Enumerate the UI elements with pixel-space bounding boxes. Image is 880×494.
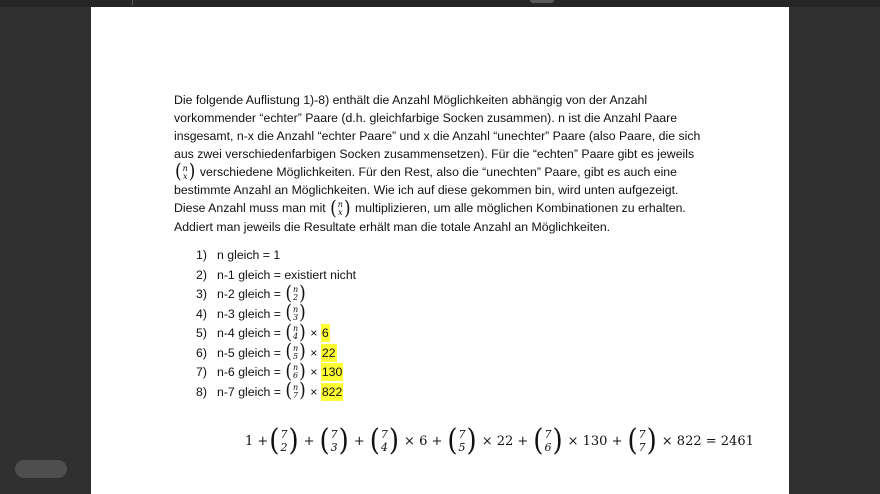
- binom-top: n: [292, 382, 299, 392]
- list-item: [196, 301, 709, 325]
- binom-top: n: [182, 163, 188, 173]
- highlighted-factor: 22: [321, 345, 336, 360]
- binom-bottom: 7: [638, 441, 646, 454]
- list-item: [196, 265, 709, 285]
- binomial: ( n 6 ): [285, 360, 306, 384]
- list-text: n-1 gleich = existiert nicht: [217, 267, 357, 282]
- list-text: n-2 gleich =: [217, 287, 281, 302]
- binomial: ( n 4 ): [285, 321, 306, 345]
- possibilities-list: [196, 246, 709, 402]
- list-text: n-7 gleich =: [217, 384, 281, 399]
- formula-binomial: ( 7 3 ): [319, 423, 349, 459]
- highlighted-factor: 822: [321, 384, 343, 399]
- binom-top: 7: [544, 428, 552, 441]
- binom-top: n: [292, 304, 299, 314]
- toolbar-handle[interactable]: [530, 0, 554, 3]
- times-sign: ×: [310, 365, 318, 380]
- list-text: n-5 gleich =: [217, 345, 281, 360]
- formula-binomial: ( 7 2 ): [269, 423, 299, 459]
- binom-top: n: [337, 200, 343, 209]
- binom-bottom: 3: [293, 312, 299, 322]
- binom-bottom: x: [338, 208, 343, 217]
- list-number: 7): [196, 365, 207, 380]
- top-toolbar-strip: [0, 0, 880, 7]
- binomial: ( n 7 ): [285, 379, 306, 403]
- formula-operator: × 22 +: [481, 433, 529, 449]
- binom-bottom: 7: [293, 390, 299, 400]
- intro-paragraph: [174, 91, 709, 236]
- formula-operator: × 6 +: [404, 433, 443, 449]
- toolbar-divider: [132, 0, 133, 5]
- binom-top: 7: [380, 428, 388, 441]
- list-number: 2): [196, 267, 207, 282]
- highlighted-factor: 130: [321, 365, 343, 380]
- binomial: ( n 5 ): [285, 340, 306, 364]
- paragraph-text: Die folgende Auflistung 1)-8) enthält die Anzahl Möglichkeiten abhängig von der Anzahl vorkommender “echter” Paare (d.h. gleichfarbige Socken zusammen). n ist die Anzahl Paare insgesamt, n-x die Anzahl “echter Paare” und x die Anzahl “unechter” Paare (also Paare, die sich aus zwei verschiedenfarbigen Socken zusammensetzen). Für die “echten” Paare gibt es jeweils: [174, 93, 701, 161]
- times-sign: ×: [310, 345, 318, 360]
- list-number: 8): [196, 384, 207, 399]
- list-item: [196, 360, 709, 384]
- list-item: [196, 321, 709, 345]
- binom-bottom: 4: [380, 441, 388, 454]
- document-page: [91, 7, 789, 494]
- formula-lead: 1 +: [245, 433, 269, 449]
- binom-top: n: [292, 343, 299, 353]
- list-item: [196, 340, 709, 364]
- list-text: n-3 gleich =: [217, 306, 281, 321]
- formula-binomial: ( 7 4 ): [369, 423, 400, 459]
- binomial: ( n 3 ): [285, 301, 306, 325]
- binom-top: 7: [458, 428, 466, 441]
- sum-formula: [245, 423, 758, 459]
- list-text: n-6 gleich =: [217, 365, 281, 380]
- list-text: n gleich = 1: [217, 248, 281, 263]
- binom-top: n: [292, 363, 299, 373]
- list-item: [196, 246, 709, 266]
- highlighted-factor: 6: [321, 326, 329, 341]
- binom-top: 7: [330, 428, 338, 441]
- formula-binomial: ( 7 7 ): [627, 423, 657, 459]
- binomial-n-over-x: ( n x ): [175, 160, 196, 184]
- binom-top: 7: [638, 428, 646, 441]
- binom-bottom: 6: [544, 441, 552, 454]
- binom-bottom: 2: [293, 293, 299, 303]
- paragraph-text-cont1: verschiedene Möglichkeiten. Für den Rest, also die “unechten” Paare, gibt es auch eine bestimmte Anzahl an Möglichkeiten. Wie ich auf diese gekommen bin, wird unten aufgezeigt. Diese Anzahl muss man mit: [174, 165, 679, 216]
- binom-bottom: x: [182, 171, 188, 181]
- list-item: [196, 282, 709, 306]
- binom-top: n: [292, 285, 299, 295]
- binom-top: 7: [280, 428, 288, 441]
- formula-binomial: ( 7 6 ): [533, 423, 563, 459]
- formula-operator: × 822 = 2461: [661, 433, 754, 449]
- binomial: ( n 2 ): [285, 282, 306, 306]
- paragraph-text-cont2: multiplizieren, um alle möglichen Kombinationen zu erhalten. Addiert man jeweils die Resultate erhält man die totale Anzahl an Möglichkeiten.: [174, 201, 686, 234]
- binom-bottom: 3: [330, 441, 338, 454]
- binom-bottom: 4: [293, 332, 299, 342]
- list-item: [196, 379, 709, 403]
- binomial-n-over-x: ( n x ): [330, 196, 351, 220]
- list-text: n-4 gleich =: [217, 326, 281, 341]
- formula-operator: +: [353, 433, 365, 449]
- formula-binomial: ( 7 5 ): [447, 423, 477, 459]
- binom-bottom: 2: [280, 441, 288, 454]
- formula-operator: × 130 +: [567, 433, 623, 449]
- page-content: [174, 91, 709, 402]
- formula-operator: +: [303, 433, 315, 449]
- binom-bottom: 6: [293, 371, 299, 381]
- list-number: 4): [196, 306, 207, 321]
- list-number: 6): [196, 345, 207, 360]
- floating-control-pill[interactable]: [15, 460, 67, 478]
- list-number: 1): [196, 248, 207, 263]
- binom-bottom: 5: [458, 441, 466, 454]
- times-sign: ×: [310, 384, 318, 399]
- binom-top: n: [292, 324, 299, 334]
- list-number: 5): [196, 326, 207, 341]
- list-number: 3): [196, 287, 207, 302]
- times-sign: ×: [310, 326, 318, 341]
- binom-bottom: 5: [293, 351, 299, 361]
